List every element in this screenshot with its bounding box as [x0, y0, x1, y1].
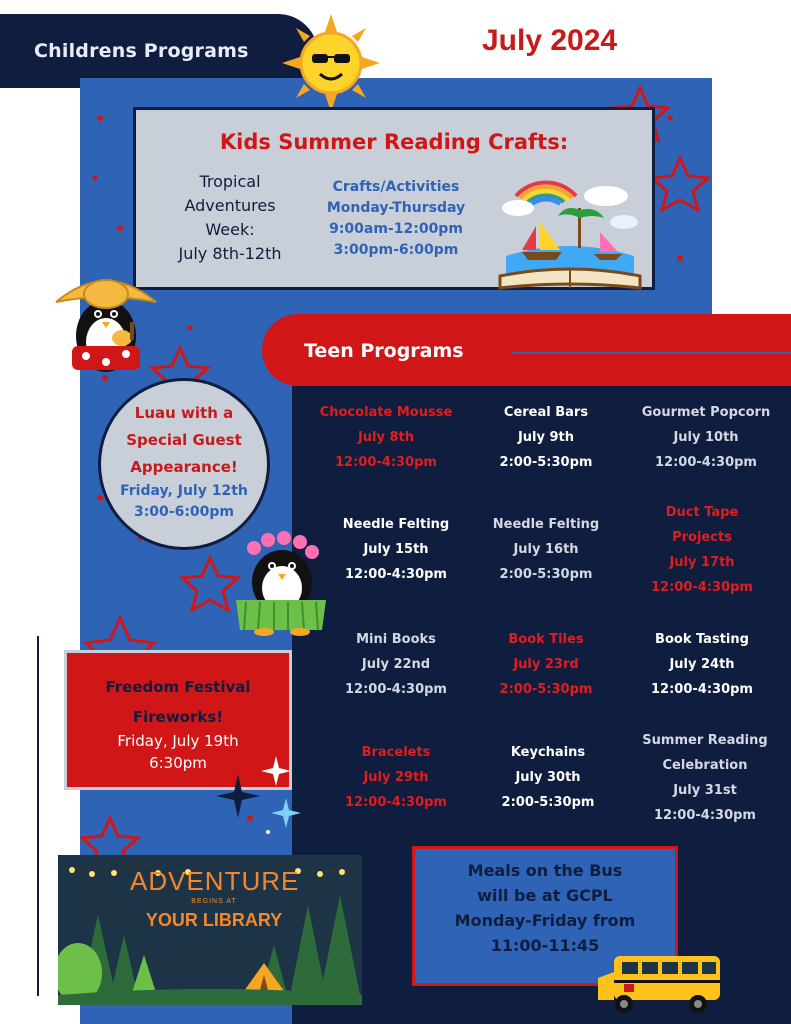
program-item [468, 740, 628, 815]
program-time: 12:00-4:30pm [345, 682, 447, 697]
program-title: Keychains [510, 745, 586, 760]
freedom-date-line: Friday, July 19th [117, 732, 239, 750]
program-item [316, 740, 476, 815]
freedom-title-line: Fireworks! [132, 708, 224, 726]
program-item [626, 400, 786, 475]
program-time: 12:00-4:30pm [345, 567, 447, 582]
program-date: July 29th [363, 770, 429, 785]
schedule-line: 3:00pm-6:00pm [333, 242, 459, 258]
luau-title [104, 400, 264, 481]
program-item [466, 400, 626, 475]
program-date: July 16th [513, 542, 579, 557]
program-time: 12:00-4:30pm [654, 808, 756, 823]
penguin-hat-icon [52, 266, 160, 378]
program-time: 12:00-4:30pm [651, 682, 753, 697]
program-item [622, 500, 782, 600]
school-bus-icon [594, 952, 724, 1018]
freedom-date-line: 6:30pm [149, 754, 207, 772]
week-line: Adventures [184, 196, 276, 215]
luau-title-line: Luau with a [134, 404, 234, 422]
banner-library: YOUR LIBRARY [145, 910, 283, 930]
crafts-heading: Kids Summer Reading Crafts: [219, 130, 569, 154]
program-item [622, 728, 788, 828]
program-date: July 8th [357, 430, 415, 445]
luau-date-line: Friday, July 12th [120, 483, 248, 499]
program-title: Chocolate Mousse [319, 405, 453, 420]
program-date: July 31st [673, 783, 737, 798]
program-title: Needle Felting [492, 517, 600, 532]
program-time: 2:00-5:30pm [499, 455, 593, 470]
luau-date-line: 3:00-6:00pm [133, 504, 235, 520]
left-rule [37, 636, 39, 996]
program-title: Needle Felting [342, 517, 450, 532]
meals-line: Meals on the Bus [467, 861, 623, 880]
program-date: July 30th [515, 770, 581, 785]
storybook-icon [496, 166, 644, 298]
week-line: Tropical [199, 172, 261, 191]
sparkle-icon [206, 752, 306, 842]
luau-title-line: Appearance! [130, 458, 238, 476]
meals-line: Monday-Friday from [454, 911, 636, 930]
freedom-title-line: Freedom Festival [105, 678, 251, 696]
schedule-line: Monday-Thursday [326, 200, 466, 216]
tropical-week-text [150, 170, 310, 266]
banner-subtitle: BEGINS AT [191, 898, 237, 905]
schedule-line: Crafts/Activities [332, 179, 460, 195]
program-time: 12:00-4:30pm [651, 580, 753, 595]
program-time: 12:00-4:30pm [335, 455, 437, 470]
program-date: July 10th [673, 430, 739, 445]
section-title: Childrens Programs [34, 40, 249, 62]
program-date: July 24th [669, 657, 735, 672]
program-title: Projects [672, 530, 732, 545]
schedule-line: 9:00am-12:00pm [329, 221, 463, 237]
program-date: July 9th [517, 430, 575, 445]
program-title: Gourmet Popcorn [641, 405, 771, 420]
luau-date [104, 481, 264, 523]
week-line: July 8th-12th [178, 244, 282, 263]
program-title: Duct Tape [665, 505, 739, 520]
program-item [466, 627, 626, 702]
meals-line: 11:00-11:45 [490, 936, 600, 955]
program-date: July 17th [669, 555, 735, 570]
teen-divider [512, 352, 791, 354]
program-title: Book Tasting [655, 632, 749, 647]
program-time: 12:00-4:30pm [655, 455, 757, 470]
program-date: July 23rd [513, 657, 579, 672]
program-time: 12:00-4:30pm [345, 795, 447, 810]
penguin-hula-icon [226, 530, 336, 636]
banner-title: ADVENTURE [130, 866, 300, 896]
program-title: Summer Reading [642, 733, 768, 748]
freedom-title [68, 672, 288, 732]
sun-icon [282, 14, 380, 112]
program-title: Mini Books [356, 632, 436, 647]
crafts-schedule [306, 177, 486, 261]
program-item [466, 512, 626, 587]
program-time: 2:00-5:30pm [499, 682, 593, 697]
program-title: Cereal Bars [503, 405, 589, 420]
teen-programs-title: Teen Programs [304, 340, 464, 362]
program-title: Book Tiles [508, 632, 584, 647]
month-title: July 2024 [482, 24, 618, 57]
program-item [316, 627, 476, 702]
program-title: Bracelets [361, 745, 431, 760]
program-time: 2:00-5:30pm [499, 567, 593, 582]
program-date: July 22nd [361, 657, 431, 672]
program-date: July 15th [363, 542, 429, 557]
meals-text [414, 858, 676, 958]
program-time: 2:00-5:30pm [501, 795, 595, 810]
program-item [316, 512, 476, 587]
program-item [306, 400, 466, 475]
week-line: Week: [205, 220, 255, 239]
meals-line: will be at GCPL [477, 886, 613, 905]
program-item [622, 627, 782, 702]
program-title: Celebration [662, 758, 748, 773]
luau-title-line: Special Guest [126, 431, 242, 449]
